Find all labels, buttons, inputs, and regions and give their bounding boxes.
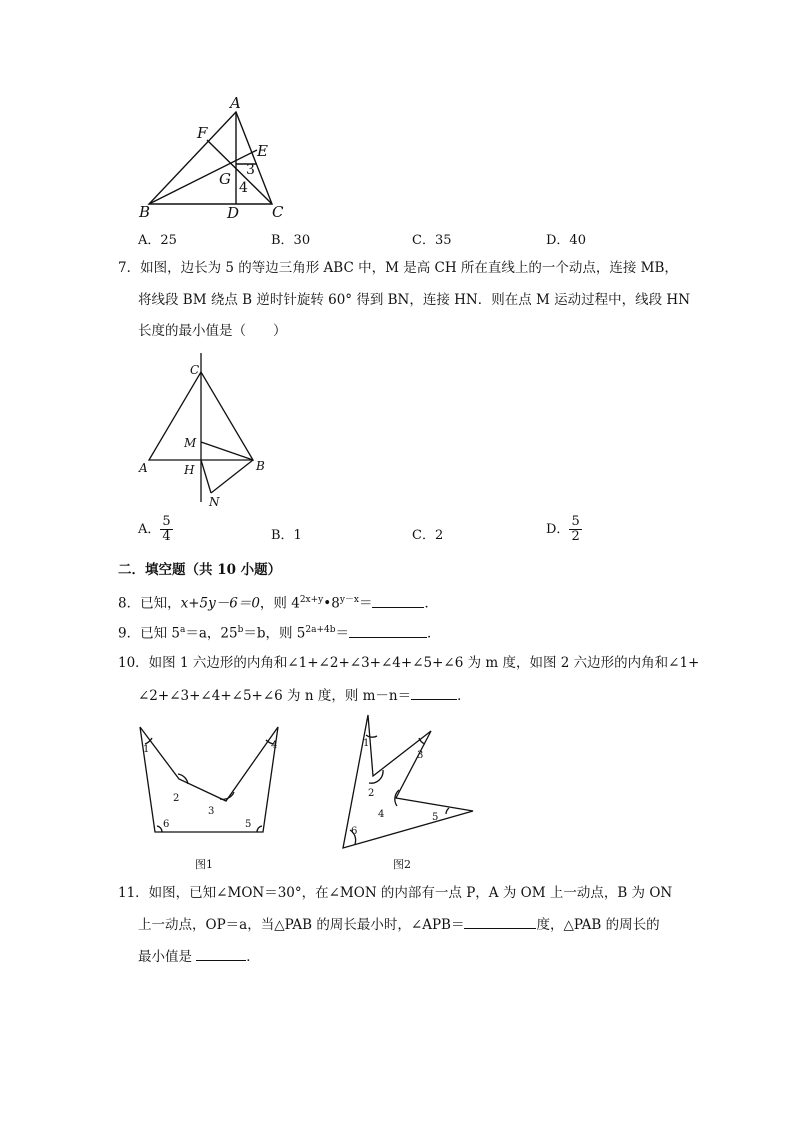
fig1-angle-3: 3: [208, 806, 215, 817]
q11-perimeter-answer-blank[interactable]: [196, 946, 246, 961]
q6-option-b: B．30: [271, 233, 311, 248]
label-G: G: [219, 170, 231, 188]
q9-text: 9．已知 $5^a=a$，$25^b=b$，则 $5^{2a+4b}=$ ．: [118, 620, 441, 644]
q6-option-d: D．40: [546, 233, 586, 248]
fig1-angle-2: 2: [173, 793, 180, 804]
label-E: E: [257, 142, 268, 160]
fig2-angle-3: 3: [417, 750, 424, 761]
fig2-angle-6: 6: [351, 826, 358, 837]
q10-figure1-caption: 图1: [195, 858, 213, 871]
q8-answer-blank[interactable]: [372, 593, 424, 608]
q7-equilateral-triangle-figure: [135, 350, 275, 510]
q10-text-line1: 10．如图 1 六边形的内角和∠1+∠2+∠3+∠4+∠5+∠6 为 m 度，如图 2 六边形的内角和∠1+: [118, 655, 700, 671]
q8-text: 8．已知，x+5y－6＝0，则 $4^{2x+y}•8^{y-x}=$ ．: [118, 590, 438, 614]
fig2-angle-2: 2: [368, 788, 375, 799]
label-N: N: [209, 495, 220, 509]
label-H: H: [184, 463, 195, 477]
label-D: D: [227, 204, 240, 222]
q7-text-line1: 7．如图，边长为 5 的等边三角形 ABC 中，M 是高 CH 所在直线上的一个动点，连接 MB，: [118, 260, 678, 276]
q10-figure2-caption: 图2: [393, 858, 411, 871]
fig2-angle-4: 4: [378, 809, 385, 820]
label-A: A: [139, 461, 148, 475]
q7-text-line3: 长度的最小值是（ ）: [138, 323, 287, 339]
q11-angle-answer-blank[interactable]: [464, 914, 536, 929]
fig1-angle-4: 4: [271, 740, 278, 751]
fig2-angle-5: 5: [432, 812, 439, 823]
label-F: F: [197, 124, 208, 142]
q11-text-line3: 最小值是 ．: [138, 946, 260, 967]
label-B: B: [139, 203, 151, 221]
label-M: M: [184, 436, 197, 450]
q9-answer-blank[interactable]: [349, 623, 427, 638]
q7-option-a: A． $\frac{5}{4}$: [138, 514, 171, 544]
q7-option-c: C．2: [412, 528, 444, 543]
q6-option-a: A．25: [138, 233, 177, 248]
q11-text-line1: 11．如图，已知∠MON＝30°，在∠MON 的内部有一点 P，A 为 OM 上一动点，B 为 ON: [118, 885, 673, 901]
fig1-angle-6: 6: [163, 819, 170, 830]
label-C: C: [190, 363, 200, 377]
q10-figure1-hexagon: [132, 722, 292, 842]
label-C: C: [272, 203, 284, 221]
fig2-angle-1: 1: [363, 738, 370, 749]
q7-option-d: D． $\frac{5}{2}$: [546, 514, 580, 544]
fig1-angle-1: 1: [143, 744, 150, 755]
q10-answer-blank[interactable]: [411, 685, 457, 700]
q10-figure2-hexagon: [335, 708, 485, 854]
q11-text-line2: 上一动点，OP＝a，当△PAB 的周长最小时，∠APB＝ 度，△PAB 的周长的: [138, 914, 660, 935]
label-A: A: [230, 94, 241, 112]
label-angle-3: 3: [246, 162, 255, 178]
q7-option-b: B．1: [271, 528, 302, 543]
label-B: B: [256, 459, 265, 473]
q10-text-line2: ∠2+∠3+∠4+∠5+∠6 为 n 度，则 m－n＝ ．: [138, 685, 471, 706]
section-heading-fill-in: 二．填空题（共 10 小题）: [118, 562, 282, 578]
fig1-angle-5: 5: [245, 819, 252, 830]
q6-triangle-figure: [135, 92, 300, 227]
q6-option-c: C．35: [412, 233, 452, 248]
label-angle-4: 4: [239, 180, 248, 196]
q7-text-line2: 将线段 BM 绕点 B 逆时针旋转 60° 得到 BN，连接 HN．则在点 M 运动过程中，线段 HN: [138, 292, 691, 308]
